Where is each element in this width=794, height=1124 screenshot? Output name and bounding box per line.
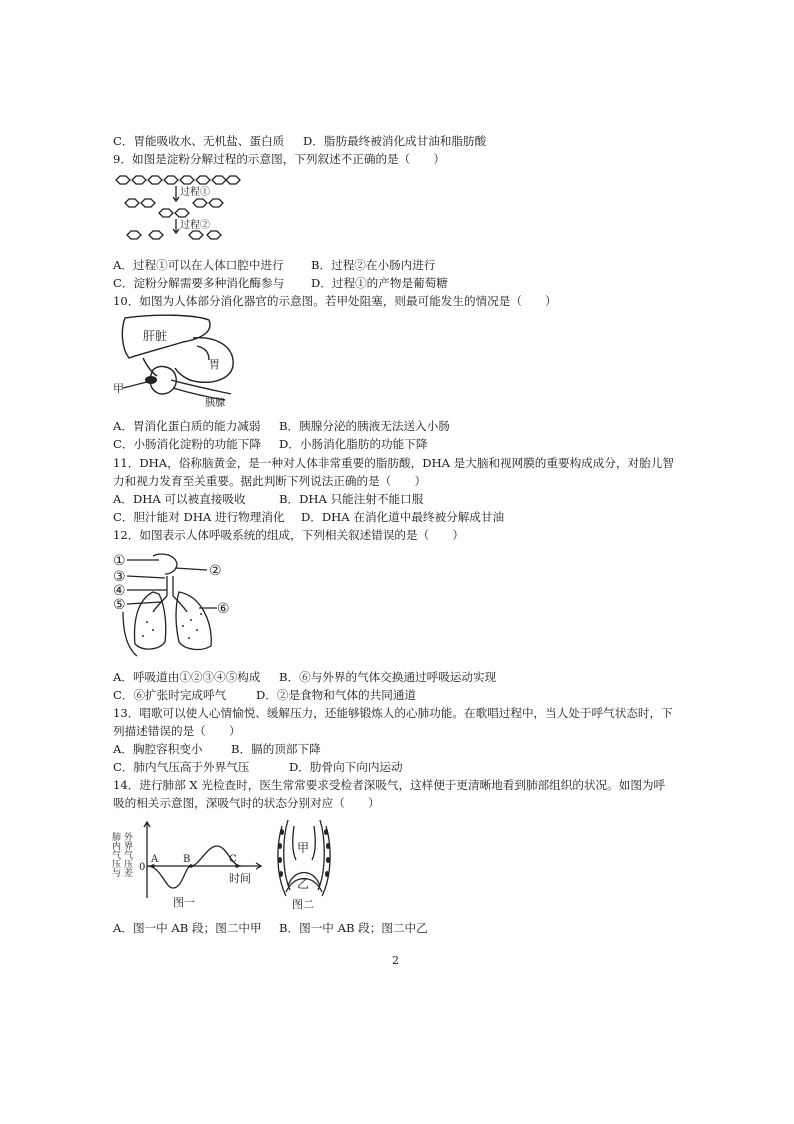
q9-option-a: A．过程①可以在人体口腔中进行 [113,258,284,272]
q14-fig1-zero: 0 [139,862,146,873]
q14-figure1-pressure-graph [110,818,268,910]
q8-options-cd [113,133,487,149]
q9-starch-figure [113,170,243,248]
q11-options-ab [113,491,424,507]
q12-label-1: ① [113,553,126,569]
q13-options-ab [113,741,321,757]
q14-fig1-point-c: C [229,854,237,865]
q12-label-4: ④ [113,583,126,599]
q13-option-a: A．胸腔容积变小 [113,742,203,756]
q9-label-process2: 过程② [180,220,210,231]
q10-options-cd [113,436,428,452]
q8-option-c: C．胃能吸收水、无机盐、蛋白质 [113,134,285,148]
q10-option-b: B．胰腺分泌的胰液无法送入小肠 [279,419,450,433]
q11-stem-line1: 11．DHA，俗称脑黄金，是一种对人体非常重要的脂肪酸，DHA 是大脑和视网膜的重要构成成分，对胎儿智 [113,456,674,470]
q9-option-d: D．过程①的产物是葡萄糖 [311,276,448,290]
q13-options-cd [113,759,403,775]
q9-label-process1: 过程① [180,187,210,198]
q12-stem: 12．如图表示人体呼吸系统的组成，下列相关叙述错误的是（ ） [113,528,464,542]
q10-option-c: C．小肠消化淀粉的功能下降 [113,437,261,451]
q12-respiratory-system-figure [113,552,243,658]
q14-fig2-label-yi: 乙 [297,877,310,891]
q11-stem-line2: 力和视力发育至关重要。据此判断下列说法正确的是（ ） [113,474,427,488]
q12-option-d: D．②是食物和气体的共同通道 [256,688,417,702]
q14-figure2-thorax [272,816,336,912]
q10-label-stomach: 胃 [209,358,220,371]
q8-option-d: D．脂肪最终被消化成甘油和脂肪酸 [303,134,487,148]
q14-fig2-label-jia: 甲 [297,841,310,855]
q13-option-d: D．肋骨向下向内运动 [289,760,403,774]
q14-fig2-caption: 图二 [292,898,314,911]
q9-options-ab [113,257,436,273]
q14-stem-line1: 14．进行肺部 X 光检查时，医生常常要求受检者深吸气，这样便于更清晰地看到肺部组织的状况。如图为呼 [113,778,666,792]
q11-option-a: A．DHA 可以被直接吸收 [113,492,246,506]
q10-label-jia: 甲 [113,382,124,395]
q14-option-b: B．图一中 AB 段；图二中乙 [279,921,428,935]
q12-label-6: ⑥ [217,601,230,617]
q12-option-b: B．⑥与外界的气体交换通过呼吸运动实现 [279,670,497,684]
q11-option-c: C．胆汁能对 DHA 进行物理消化 [113,510,285,524]
q11-options-cd [113,509,505,525]
q13-stem-line2: 列描述错误的是（ ） [113,724,241,738]
q9-stem: 9．如图是淀粉分解过程的示意图，下列叙述不正确的是（ ） [113,152,446,166]
q9-options-cd [113,275,448,291]
q9-option-b: B．过程②在小肠内进行 [311,258,436,272]
q10-option-d: D．小肠消化脂肪的功能下降 [279,437,428,451]
q10-digestive-organs-figure [113,312,243,408]
q13-option-c: C．肺内气压高于外界气压 [113,760,250,774]
q14-options-ab [113,920,428,936]
q13-stem-line1: 13．唱歌可以使人心情愉悦、缓解压力，还能够锻炼人的心肺功能。在歌唱过程中，当人处于呼气状态时，下 [113,706,673,720]
q10-label-liver: 肝脏 [143,329,168,343]
q11-option-b: B．DHA 只能注射不能口服 [279,492,424,506]
q14-fig1-ylabel-1: 肺内气压与 [110,832,120,877]
q14-fig1-xlabel: 时间 [229,872,251,885]
q12-label-2: ② [209,563,222,579]
q10-label-pancreas: 胰腺 [205,398,225,409]
q14-fig1-ylabel-2: 外界气压差 [122,832,132,877]
q10-stem: 10．如图为人体部分消化器官的示意图。若甲处阻塞，则最可能发生的情况是（ ） [113,294,557,308]
q12-option-c: C．⑥扩张时完成呼气 [113,688,227,702]
q14-fig1-caption: 图一 [173,896,195,909]
page-number: 2 [392,954,399,967]
q14-stem-line2: 吸的相关示意图，深吸气时的状态分别对应（ ） [113,796,380,810]
q9-option-c: C．淀粉分解需要多种消化酶参与 [113,276,285,290]
q13-option-b: B．膈的顶部下降 [231,742,321,756]
q11-option-d: D．DHA 在消化道中最终被分解成甘油 [301,510,505,524]
q12-label-5: ⑤ [113,597,126,613]
q10-option-a: A．胃消化蛋白质的能力减弱 [113,419,261,433]
q14-fig1-point-b: B [183,854,191,865]
q10-options-ab [113,418,450,434]
q14-fig1-point-a: A [151,854,159,865]
q12-options-ab [113,669,497,685]
q12-label-3: ③ [113,569,126,585]
q14-option-a: A．图一中 AB 段；图二中甲 [113,921,262,935]
q12-options-cd [113,687,417,703]
q12-option-a: A．呼吸道由①②③④⑤构成 [113,670,261,684]
